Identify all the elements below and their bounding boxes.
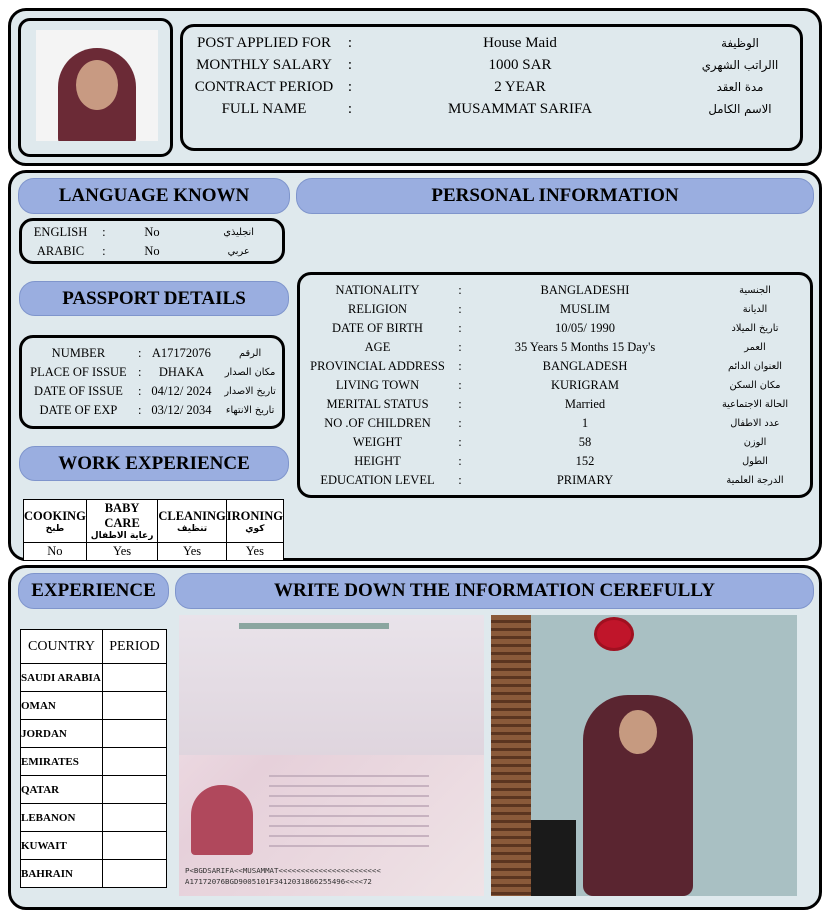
- experience-title: EXPERIENCE: [18, 573, 169, 609]
- header-row-colon: :: [347, 100, 353, 117]
- header-row-label: FULL NAME: [221, 100, 307, 117]
- mrz-line-2: A17172076BGD9005101F3412031866255496<<<<72: [185, 877, 372, 886]
- country-cell: EMIRATES: [21, 748, 103, 776]
- wall-clock: [594, 617, 634, 651]
- experience-row: [21, 776, 167, 804]
- personal-row: [300, 376, 810, 395]
- header-row-arabic: الاسم الكامل: [708, 102, 772, 116]
- personal-row-value: 35 Years 5 Months 15 Day's: [514, 340, 656, 354]
- passport-row-arabic: تاريخ الاصدار: [224, 386, 276, 397]
- country-cell: JORDAN: [21, 720, 103, 748]
- personal-row-label: MERITAL STATUS: [326, 397, 429, 411]
- header-row-colon: :: [347, 56, 353, 73]
- personal-row-colon: :: [458, 302, 462, 316]
- work-col-en: CLEANING: [158, 508, 226, 523]
- passport-mrz: [185, 865, 480, 887]
- experience-table: [20, 629, 167, 888]
- personal-row: [300, 414, 810, 433]
- passport-row-colon: :: [137, 403, 142, 417]
- personal-row-arabic: الديانة: [742, 304, 768, 315]
- personal-row-label: EDUCATION LEVEL: [320, 473, 435, 487]
- passport-row-label: DATE OF EXP: [39, 403, 118, 417]
- personal-row: [300, 338, 810, 357]
- country-cell: SAUDI ARABIA: [21, 664, 103, 692]
- personal-row-colon: :: [458, 340, 462, 354]
- passport-row-label: DATE OF ISSUE: [33, 384, 123, 398]
- work-value: Yes: [158, 543, 226, 561]
- work-col-en: IRONING: [226, 508, 283, 523]
- passport-scan-image: [179, 615, 484, 896]
- personal-row-label: WEIGHT: [352, 435, 403, 449]
- country-header: COUNTRY: [21, 630, 103, 664]
- period-cell[interactable]: [103, 776, 167, 804]
- passport-row: [22, 344, 282, 363]
- header-row: [183, 32, 800, 54]
- passport-row-colon: :: [137, 346, 142, 360]
- work-col-en: COOKING: [24, 508, 86, 523]
- personal-row-arabic: العمر: [744, 342, 766, 353]
- personal-row-value: 152: [575, 454, 595, 468]
- language-row-arabic: انجليذي: [223, 227, 254, 238]
- work-value: Yes: [226, 543, 283, 561]
- header-row-arabic: الوظيفة: [721, 36, 759, 50]
- header-row: [183, 98, 800, 120]
- passport-row-value: A17172076: [151, 346, 211, 360]
- work-col-ar: طبخ: [45, 523, 65, 534]
- experience-row: [21, 664, 167, 692]
- personal-row: [300, 281, 810, 300]
- personal-row-arabic: مكان السكن: [729, 380, 781, 391]
- personal-row-arabic: تاريخ الميلاد: [731, 323, 779, 334]
- country-cell: OMAN: [21, 692, 103, 720]
- work-value: No: [24, 543, 87, 561]
- work-table: [23, 499, 284, 561]
- language-title: LANGUAGE KNOWN: [18, 178, 290, 214]
- experience-row: [21, 720, 167, 748]
- passport-title: PASSPORT DETAILS: [19, 281, 289, 316]
- language-row-colon: :: [102, 225, 106, 239]
- personal-row-label: DATE OF BIRTH: [332, 321, 423, 335]
- work-col-ar: رعاية الاطفال: [90, 531, 154, 541]
- personal-row-value: 10/05/ 1990: [554, 321, 616, 335]
- period-cell[interactable]: [103, 832, 167, 860]
- personal-row-colon: :: [458, 416, 462, 430]
- work-col-header: [86, 500, 158, 543]
- personal-row-colon: :: [458, 283, 462, 297]
- passport-row-value: 04/12/ 2024: [151, 384, 212, 398]
- work-value: Yes: [86, 543, 158, 561]
- passport-row-value: DHAKA: [158, 365, 204, 379]
- header-row-value: 1000 SAR: [488, 56, 552, 73]
- language-row-arabic: عربي: [227, 246, 250, 257]
- experience-row: [21, 748, 167, 776]
- country-cell: QATAR: [21, 776, 103, 804]
- full-body-photo: [491, 615, 797, 896]
- notice-title: WRITE DOWN THE INFORMATION CEREFULLY: [175, 573, 814, 609]
- personal-row: [300, 471, 810, 490]
- personal-row: [300, 357, 810, 376]
- experience-row: [21, 692, 167, 720]
- personal-row-value: BANGLADESH: [542, 359, 628, 373]
- personal-row-colon: :: [458, 473, 462, 487]
- period-cell[interactable]: [103, 720, 167, 748]
- personal-row-colon: :: [458, 359, 462, 373]
- period-cell[interactable]: [103, 664, 167, 692]
- header-row: [183, 76, 800, 98]
- work-col-ar: كوي: [245, 523, 265, 534]
- personal-row-arabic: الطول: [742, 456, 768, 467]
- personal-row-arabic: الحالة الاجتماعية: [721, 399, 789, 410]
- period-cell[interactable]: [103, 692, 167, 720]
- passport-row-colon: :: [137, 365, 142, 379]
- experience-row: [21, 832, 167, 860]
- personal-title: PERSONAL INFORMATION: [296, 178, 814, 214]
- personal-row-label: RELIGION: [347, 302, 407, 316]
- personal-row-arabic: عدد الاطفال: [730, 418, 780, 429]
- personal-row: [300, 395, 810, 414]
- header-row-value: 2 YEAR: [494, 78, 546, 95]
- personal-row: [300, 319, 810, 338]
- work-col-header: [226, 500, 283, 543]
- passport-row: [22, 401, 282, 420]
- passport-face-photo: [191, 785, 253, 855]
- language-box: [19, 218, 285, 264]
- mrz-line-1: P<BGDSARIFA<<MUSAMMAT<<<<<<<<<<<<<<<<<<<<<<<: [185, 866, 381, 875]
- personal-row: [300, 300, 810, 319]
- header-row-colon: :: [347, 34, 353, 51]
- personal-row-arabic: الجنسية: [739, 285, 771, 296]
- personal-row-label: LIVING TOWN: [335, 378, 420, 392]
- work-col-en: BABY CARE: [104, 501, 140, 530]
- header-row-label: MONTHLY SALARY: [196, 56, 332, 73]
- personal-row-arabic: الوزن: [743, 437, 767, 448]
- personal-row-colon: :: [458, 435, 462, 449]
- personal-row-colon: :: [458, 454, 462, 468]
- personal-row-colon: :: [458, 397, 462, 411]
- passport-row-arabic: تاريخ الانتهاء: [225, 405, 275, 416]
- job-info-box: [180, 24, 803, 151]
- language-row-value: No: [144, 244, 160, 258]
- candidate-photo: [36, 30, 158, 141]
- header-row-arabic: مدة العقد: [716, 80, 764, 94]
- period-header: PERIOD: [103, 630, 167, 664]
- experience-row: [21, 860, 167, 888]
- personal-row-label: HEIGHT: [354, 454, 401, 468]
- personal-row-colon: :: [458, 378, 462, 392]
- passport-box: [19, 335, 285, 429]
- header-row-arabic: االراتب الشهري: [701, 58, 779, 72]
- personal-row-value: MUSLIM: [559, 302, 610, 316]
- personal-row-value: 1: [581, 416, 589, 430]
- personal-row-value: KURIGRAM: [550, 378, 620, 392]
- personal-row-colon: :: [458, 321, 462, 335]
- personal-row-value: PRIMARY: [556, 473, 614, 487]
- work-col-ar: تنظيف: [176, 523, 208, 534]
- language-row-colon: :: [102, 244, 106, 258]
- language-row-value: No: [144, 225, 160, 239]
- passport-row-colon: :: [137, 384, 142, 398]
- personal-row-label: NO .OF CHILDREN: [324, 416, 431, 430]
- period-cell[interactable]: [103, 748, 167, 776]
- work-col-header: [158, 500, 226, 543]
- passport-row-label: PLACE OF ISSUE: [30, 365, 127, 379]
- passport-row: [22, 363, 282, 382]
- personal-row: [300, 433, 810, 452]
- period-cell[interactable]: [103, 804, 167, 832]
- personal-row-value: 58: [578, 435, 592, 449]
- personal-box: [297, 272, 813, 498]
- language-row-label: ARABIC: [36, 244, 85, 258]
- personal-row-label: NATIONALITY: [335, 283, 420, 297]
- header-row-colon: :: [347, 78, 353, 95]
- personal-row-label: PROVINCIAL ADDRESS: [310, 359, 445, 373]
- passport-row-arabic: مكان الصدار: [224, 367, 276, 378]
- passport-row-label: NUMBER: [51, 346, 106, 360]
- language-row: [22, 242, 282, 261]
- work-col-header: [24, 500, 87, 543]
- photo-frame: [18, 18, 173, 157]
- country-cell: LEBANON: [21, 804, 103, 832]
- language-row: [22, 223, 282, 242]
- header-row-value: House Maid: [483, 34, 557, 51]
- country-cell: KUWAIT: [21, 832, 103, 860]
- personal-row-label: AGE: [364, 340, 391, 354]
- work-title: WORK EXPERIENCE: [19, 446, 289, 481]
- header-row-label: POST APPLIED FOR: [197, 34, 331, 51]
- header-row-label: CONTRACT PERIOD: [194, 78, 334, 95]
- country-cell: BAHRAIN: [21, 860, 103, 888]
- personal-row-value: BANGLADESHI: [540, 283, 630, 297]
- passport-row-value: 03/12/ 2034: [151, 403, 212, 417]
- header-row-value: MUSAMMAT SARIFA: [447, 100, 593, 117]
- personal-row-value: Married: [564, 397, 606, 411]
- header-row: [183, 54, 800, 76]
- passport-row-arabic: الرقم: [239, 348, 262, 359]
- period-cell[interactable]: [103, 860, 167, 888]
- passport-row: [22, 382, 282, 401]
- personal-row-arabic: العنوان الدائم: [727, 361, 783, 372]
- personal-row-arabic: الدرجة العلمية: [726, 475, 784, 486]
- personal-row: [300, 452, 810, 471]
- language-row-label: ENGLISH: [33, 225, 88, 239]
- experience-row: [21, 804, 167, 832]
